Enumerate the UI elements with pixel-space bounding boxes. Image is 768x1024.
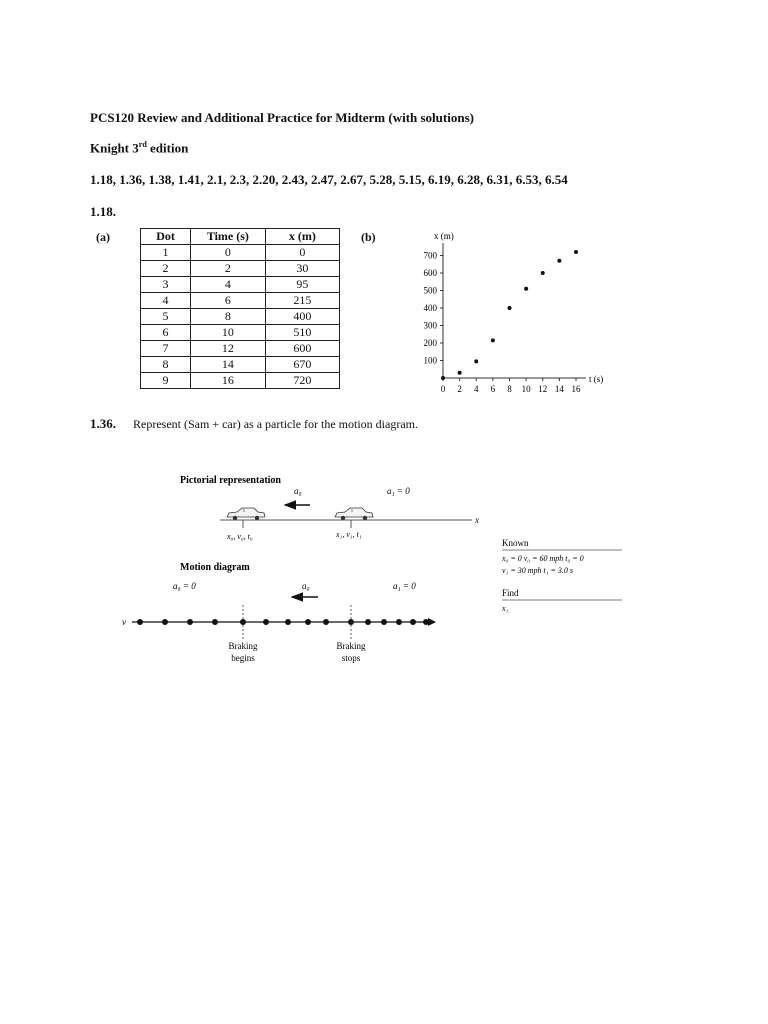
table-cell: 7 bbox=[141, 341, 191, 357]
edition-line bbox=[90, 140, 188, 156]
motion-dot bbox=[410, 619, 416, 625]
table-cell: 5 bbox=[141, 309, 191, 325]
table-cell: 510 bbox=[265, 325, 339, 341]
x-tick-label: 12 bbox=[538, 384, 548, 394]
data-point bbox=[458, 371, 462, 375]
table-cell: 0 bbox=[265, 245, 339, 261]
document-title: PCS120 Review and Additional Practice for Midterm (with solutions) bbox=[90, 110, 474, 125]
table-row bbox=[141, 341, 340, 357]
part-a-label: (a) bbox=[96, 230, 110, 244]
braking-begins-line1: Braking bbox=[228, 641, 258, 651]
x-tick-label: 14 bbox=[554, 384, 564, 394]
edition-prefix: Knight 3 bbox=[90, 140, 139, 156]
motion-dot bbox=[381, 619, 387, 625]
problem-list: 1.18, 1.36, 1.38, 1.41, 2.1, 2.3, 2.20, 2.43, 2.47, 2.67, 5.28, 5.15, 6.19, 6.28, 6.31, 6.53, 6.54 bbox=[90, 172, 568, 187]
motion-dot bbox=[285, 619, 291, 625]
header-dot: Dot bbox=[141, 229, 191, 245]
braking-begins-line2: begins bbox=[231, 653, 255, 663]
motion-diagram-title: Motion diagram bbox=[180, 562, 250, 573]
table-cell: 400 bbox=[265, 309, 339, 325]
car-icon bbox=[227, 508, 265, 520]
table-cell: 16 bbox=[191, 373, 266, 389]
problem-136-number: 1.36. bbox=[90, 416, 116, 431]
header-time: Time (s) bbox=[191, 229, 266, 245]
table-row bbox=[141, 293, 340, 309]
table-cell: 30 bbox=[265, 261, 339, 277]
table-cell: 670 bbox=[265, 357, 339, 373]
data-point bbox=[474, 359, 478, 363]
pictorial-title: Pictorial representation bbox=[180, 475, 281, 486]
motion-dot bbox=[162, 619, 168, 625]
table-row bbox=[141, 261, 340, 277]
table-row bbox=[141, 373, 340, 389]
x-tick-label: 10 bbox=[521, 384, 531, 394]
a0-motion-label: a₀ bbox=[302, 581, 310, 591]
y-tick-label: 200 bbox=[423, 338, 437, 348]
table-row bbox=[141, 357, 340, 373]
position-time-chart bbox=[400, 225, 620, 405]
table-row bbox=[141, 245, 340, 261]
braking-stops-line1: Braking bbox=[336, 641, 366, 651]
velocity-label: v bbox=[122, 617, 126, 627]
table-cell: 3 bbox=[141, 277, 191, 293]
motion-dot bbox=[396, 619, 402, 625]
data-point bbox=[557, 259, 561, 263]
car-icon bbox=[335, 508, 373, 520]
x-axis-label: t (s) bbox=[589, 374, 604, 384]
y-tick-label: 700 bbox=[423, 250, 437, 261]
table-cell: 12 bbox=[191, 341, 266, 357]
table-cell: 8 bbox=[141, 357, 191, 373]
table-cell: 600 bbox=[265, 341, 339, 357]
header-position: x (m) bbox=[265, 229, 339, 245]
table-cell: 1 bbox=[141, 245, 191, 261]
x-tick-label: 8 bbox=[507, 384, 512, 394]
table-cell: 6 bbox=[191, 293, 266, 309]
data-point bbox=[441, 376, 445, 380]
edition-suffix: edition bbox=[146, 140, 189, 156]
table-cell: 95 bbox=[265, 277, 339, 293]
data-points bbox=[441, 250, 578, 380]
table-header-row bbox=[141, 229, 340, 245]
table-cell: 2 bbox=[141, 261, 191, 277]
y-tick-label: 100 bbox=[423, 355, 437, 366]
table-cell: 10 bbox=[191, 325, 266, 341]
y-axis-label: x (m) bbox=[434, 231, 454, 241]
table-cell: 4 bbox=[191, 277, 266, 293]
y-tick-label: 600 bbox=[423, 268, 437, 278]
motion-arrowhead bbox=[428, 618, 436, 626]
motion-dot bbox=[137, 619, 143, 625]
table-row bbox=[141, 325, 340, 341]
data-point bbox=[508, 306, 512, 310]
known-line-2: v₁ = 30 mph t₁ = 3.0 s bbox=[502, 566, 574, 575]
known-title: Known bbox=[502, 538, 529, 548]
dot-time-position-table bbox=[140, 228, 340, 389]
position-1-label: x₁, v₁, t₁ bbox=[336, 530, 362, 539]
x-tick-label: 6 bbox=[490, 384, 496, 394]
table-cell: 720 bbox=[265, 373, 339, 389]
a1-motion-label: a₁ = 0 bbox=[393, 581, 416, 591]
a1-equals-zero-label: a₁ = 0 bbox=[387, 486, 410, 496]
data-point bbox=[524, 287, 528, 291]
table-cell: 2 bbox=[191, 261, 266, 277]
edition-superscript: rd bbox=[138, 140, 147, 149]
y-tick-label: 400 bbox=[423, 303, 437, 313]
x-ticks bbox=[441, 378, 581, 394]
position-0-label: x₀, v₀, t₀ bbox=[227, 532, 253, 541]
table-row bbox=[141, 277, 340, 293]
y-tick-label: 300 bbox=[423, 320, 437, 331]
table-row bbox=[141, 309, 340, 325]
a0-equals-zero-label: a₀ = 0 bbox=[173, 581, 196, 591]
motion-dot bbox=[263, 619, 269, 625]
table-cell: 6 bbox=[141, 325, 191, 341]
known-line-1: x₀ = 0 v₀ = 60 mph t₀ = 0 bbox=[502, 554, 584, 563]
braking-stops-line2: stops bbox=[341, 653, 361, 663]
a0-label: a₀ bbox=[294, 486, 302, 496]
find-line: x₁ bbox=[502, 604, 509, 613]
y-tick-label: 500 bbox=[423, 285, 437, 296]
problem-118-number: 1.18. bbox=[90, 204, 116, 219]
motion-diagram-figure bbox=[110, 465, 640, 675]
table-cell: 14 bbox=[191, 357, 266, 373]
road-axis-label: x bbox=[475, 515, 479, 525]
x-tick-label: 2 bbox=[457, 384, 462, 394]
find-title: Find bbox=[502, 588, 519, 598]
x-tick-label: 16 bbox=[571, 384, 581, 394]
table-cell: 9 bbox=[141, 373, 191, 389]
x-tick-label: 0 bbox=[440, 384, 446, 394]
table-cell: 0 bbox=[191, 245, 266, 261]
motion-dot bbox=[187, 619, 193, 625]
problem-136-text: Represent (Sam + car) as a particle for the motion diagram. bbox=[133, 417, 418, 431]
data-point bbox=[541, 271, 545, 275]
motion-dot bbox=[323, 619, 329, 625]
table-cell: 8 bbox=[191, 309, 266, 325]
part-b-label: (b) bbox=[361, 230, 376, 244]
motion-dot bbox=[212, 619, 218, 625]
data-point bbox=[574, 250, 578, 254]
y-ticks bbox=[424, 251, 444, 366]
x-tick-label: 4 bbox=[474, 384, 479, 394]
motion-dot bbox=[365, 619, 371, 625]
table-cell: 215 bbox=[265, 293, 339, 309]
motion-dot bbox=[305, 619, 311, 625]
data-point bbox=[491, 338, 495, 342]
table-cell: 4 bbox=[141, 293, 191, 309]
